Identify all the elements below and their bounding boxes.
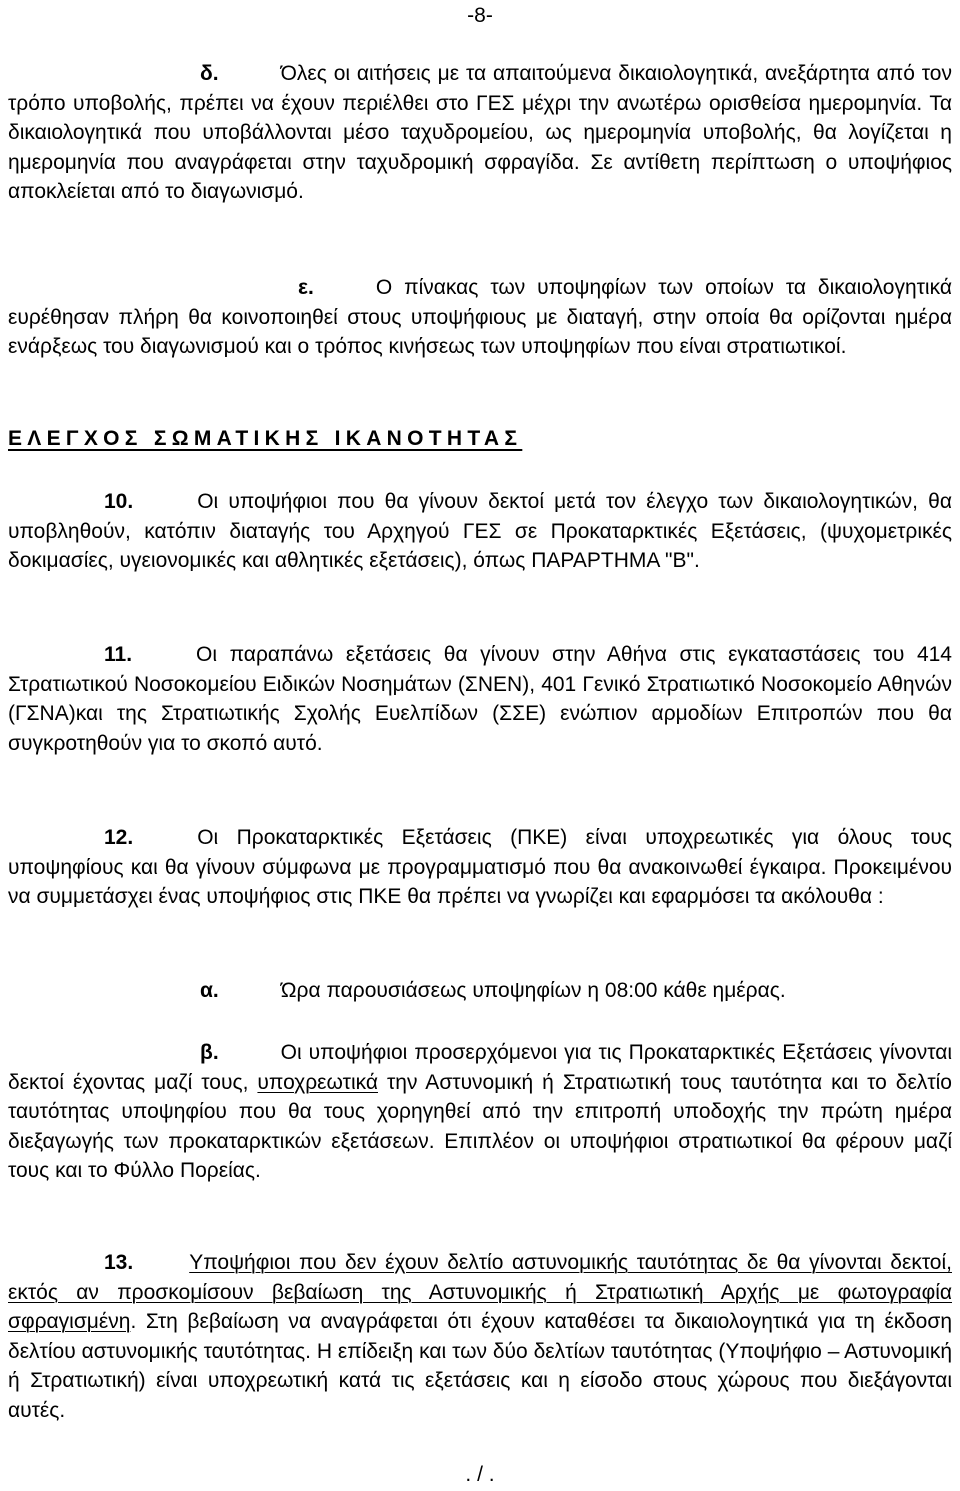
paragraph-text: Οι παραπάνω εξετάσεις θα γίνουν στην Αθήνα στις εγκαταστάσεις του 414 Στρατιωτικού Νοσοκομείου Ειδικών Νοσημάτων (ΣΝΕΝ), 401 Γενικό Στρατιωτικό Νοσοκομείο Αθηνών (ΓΣΝΑ)και της Στρατιωτικής Σχολής Ευελπίδων (ΣΣΕ) ενώπιον αρμοδίων Επιτροπών που θα συγκροτηθούν για το σκοπό αυτό. <box>8 643 952 755</box>
paragraph-text: Ο πίνακας των υποψηφίων των οποίων τα δικαιολογητικά ευρέθησαν πλήρη θα κοινοποιηθεί στους υποψήφιους με διαταγή, στην οποία θα ορίζονται ημέρα ενάρξεως του διαγωνισμού και ο τρόπος κινήσεως των υποψηφίων που είναι στρατιωτικοί. <box>8 276 952 359</box>
paragraph-text: . Στη βεβαίωση να αναγράφεται ότι έχουν καταθέσει τα δικαιολογητικά για τη έκδοση δελτίου αστυνομικής ταυτότητας. Η επίδειξη και των δύο δελτίων ταυτότητας (Υποψήφιο – Αστυνομική ή Στρατιωτική) είναι υποχρεωτική κατά τις εξετάσεις και η είσοδο στους χώρους που διεξάγονται αυτές. <box>8 1310 952 1422</box>
paragraph-b <box>8 1038 952 1186</box>
paragraph-label: ε. <box>298 276 314 299</box>
paragraph-a <box>8 976 952 1006</box>
paragraph-d <box>8 59 952 207</box>
paragraph-10 <box>8 487 952 576</box>
paragraph-label: α. <box>200 979 219 1002</box>
paragraph-label: 13. <box>104 1251 134 1274</box>
paragraph-text: Οι υποψήφιοι προσερχόμενοι για τις Προκαταρκτικές Εξετάσεις γίνονται δεκτοί έχοντας μαζί τους, <box>8 1041 952 1094</box>
paragraph-text: την Αστυνομική ή Στρατιωτική τους ταυτότητα και το δελτίο ταυτότητας υποψηφίου που θα τους χορηγηθεί από την επιτροπή υποδοχής την πρώτη ημέρα διεξαγωγής των προκαταρκτικών εξετάσεων. Επιπλέον οι υποψήφιοι στρατιωτικοί θα φέρουν μαζί τους και το Φύλλο Πορείας. <box>8 1070 952 1183</box>
paragraph-label: β. <box>200 1041 219 1064</box>
paragraph-label: δ. <box>200 62 219 85</box>
paragraph-label: 12. <box>104 826 134 849</box>
paragraph-label: 11. <box>104 643 133 666</box>
paragraph-text: Όλες οι αιτήσεις με τα απαιτούμενα δικαιολογητικά, ανεξάρτητα από τον τρόπο υποβολής, πρέπει να έχουν περιέλθει στο ΓΕΣ μέχρι την ανωτέρω ορισθείσα ημερομηνία. Τα δικαιολογητικά που υποβάλλονται μέσο ταχυδρομείου, ως ημερομηνία υποβολής, θα λογίζεται η ημερομηνία που αναγράφεται στην ταχυδρομική σφραγίδα. Σε αντίθετη περίπτωση ο υποψήφιος αποκλείεται από το διαγωνισμό. <box>8 62 952 204</box>
paragraph-label: 10. <box>104 490 134 513</box>
paragraph-e <box>8 273 952 362</box>
underlined-text: Υποψήφιοι που δεν έχουν δελτίο αστυνομικής ταυτότητας δε θα γίνονται δεκτοί, εκτός αν προσκομίσουν βεβαίωση της Αστυνομικής ή Στρατιωτική Αρχής με φωτογραφία σφραγισμένη <box>8 1251 952 1334</box>
section-heading: ΕΛΕΓΧΟΣ ΣΩΜΑΤΙΚΗΣ ΙΚΑΝΟΤΗΤΑΣ <box>8 427 523 450</box>
underlined-text: υποχρεωτικά <box>257 1070 378 1094</box>
paragraph-text: Ώρα παρουσιάσεως υποψηφίων η 08:00 κάθε ημέρας. <box>280 979 786 1002</box>
continuation-mark: . / . <box>465 1463 495 1486</box>
page-number: -8- <box>467 4 493 27</box>
paragraph-12 <box>8 823 952 912</box>
paragraph-13 <box>8 1248 952 1426</box>
paragraph-text: Οι υποψήφιοι που θα γίνουν δεκτοί μετά τον έλεγχο των δικαιολογητικών, θα υποβληθούν, κατόπιν διαταγής του Αρχηγού ΓΕΣ σε Προκαταρκτικές Εξετάσεις, (ψυχομετρικές δοκιμασίες, υγειονομικές και αθλητικές εξετάσεις), όπως ΠΑΡΑΡΤΗΜΑ "Β". <box>8 490 952 573</box>
paragraph-text: Οι Προκαταρκτικές Εξετάσεις (ΠΚΕ) είναι υποχρεωτικές για όλους τους υποψηφίους και θα γίνουν σύμφωνα με προγραμματισμό που θα ανακοινωθεί έγκαιρα. Προκειμένου να συμμετάσχει ένας υποψήφιος στις ΠΚΕ θα πρέπει να γνωρίζει και εφαρμόσει τα ακόλουθα : <box>8 826 952 909</box>
paragraph-11 <box>8 640 952 758</box>
